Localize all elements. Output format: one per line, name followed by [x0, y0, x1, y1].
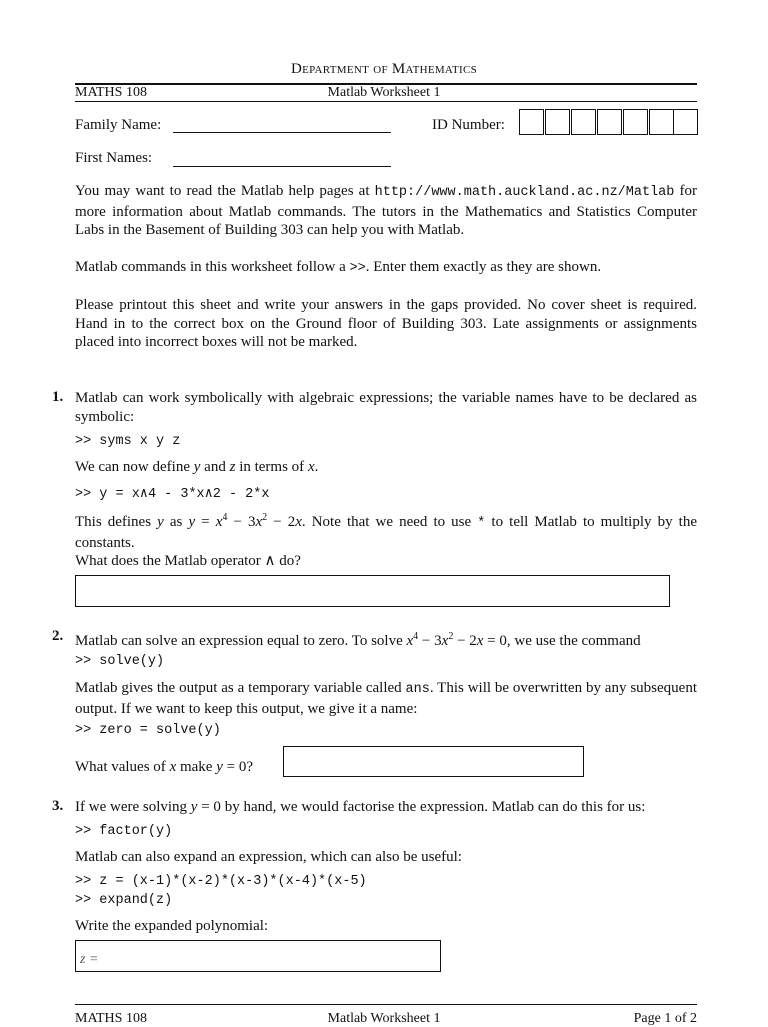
intro-p1-text-rest: for more information about Matlab commands. The tutors in the Mathematics and Statistics Computer Labs in the Basement of Building 303 can help you with Matlab. — [75, 183, 697, 238]
id-cell-5[interactable] — [623, 109, 648, 135]
q2-number: 2. — [52, 628, 64, 644]
q3-question: Write the expanded polynomial: — [75, 918, 269, 934]
q2-command-zero: >> zero = solve(y) — [75, 723, 221, 738]
q2-question: What values of x make y = 0? — [75, 759, 254, 775]
id-cell-4[interactable] — [597, 109, 622, 135]
q2-command-solve: >> solve(y) — [75, 654, 165, 669]
q3-answer-box[interactable] — [75, 940, 441, 972]
intro-p2-text: Matlab commands in this worksheet follow a — [75, 259, 350, 275]
intro-p1-text: You may want to read the Matlab help pages at — [75, 183, 375, 199]
family-name-field[interactable] — [173, 118, 391, 133]
q3-command-factor: >> factor(y) — [75, 824, 173, 839]
q2-answer-box[interactable] — [283, 746, 584, 777]
q3-text-expand: Matlab can also expand an expression, which can also be useful: — [75, 849, 462, 865]
id-cell-1[interactable] — [519, 109, 544, 135]
q1-text-explain: This defines y as $y = x^4 - 3x^2 - 2x$. Note that we need to use * to tell Matlab to multiply by the constants. — [75, 512, 697, 551]
first-names-field[interactable] — [173, 151, 391, 167]
q3-text: If we were solving y = 0 by hand, we would factorise the expression. Matlab can do this for us: — [75, 799, 646, 815]
q3-command-expand: >> expand(z) — [75, 893, 173, 908]
q3-number: 3. — [52, 798, 64, 814]
footer-course: MATHS 108 — [75, 1011, 147, 1026]
q1-text: Matlab can work symbolically with algebraic expressions; the variable names have to be declared as symbolic: — [75, 390, 697, 425]
q3-command-define-z: >> z = (x-1)*(x-2)*(x-3)*(x-4)*(x-5) — [75, 874, 367, 889]
q2-text-output: Matlab gives the output as a temporary variable called ans. This will be overwritten by any subsequent output. If we want to keep this output, we give it a name: — [75, 680, 697, 717]
footer-worksheet: Matlab Worksheet 1 — [327, 1011, 441, 1026]
family-name-label: Family Name: — [75, 117, 162, 133]
matlab-help-link[interactable]: http://www.math.auckland.ac.nz/Matlab — [374, 185, 675, 200]
id-cell-3[interactable] — [571, 109, 596, 135]
id-number-label: ID Number: — [432, 117, 505, 133]
q2-text: Matlab can solve an expression equal to zero. To solve $x^4 - 3x^2 - 2x = 0$, we use the command — [75, 631, 641, 649]
department-title: Department of Mathematics — [290, 61, 477, 77]
q1-question: What does the Matlab operator ∧ do? — [75, 553, 301, 569]
q1-answer-box[interactable] — [75, 575, 670, 607]
first-names-label: First Names: — [75, 150, 153, 166]
intro-paragraph-3: Please printout this sheet and write your answers in the gaps provided. No cover sheet is required. Hand in to the correct box on the Ground floor of Building 303. Late assignments or assignments placed into incorrect boxes will not be marked. — [75, 297, 697, 350]
id-cell-7[interactable] — [673, 109, 698, 135]
intro-paragraph-2 — [75, 258, 697, 279]
intro-paragraph-1 — [75, 182, 697, 240]
q1-command-syms: >> syms x y z — [75, 434, 181, 449]
header-worksheet: Matlab Worksheet 1 — [327, 85, 441, 100]
id-cell-2[interactable] — [545, 109, 570, 135]
q1-text-define: We can now define y and z in terms of x. — [75, 459, 319, 475]
intro-p2-text-rest: . Enter them exactly as they are shown. — [365, 259, 602, 275]
q3-answer-prefix: z = — [80, 952, 99, 967]
q1-number: 1. — [52, 389, 64, 405]
id-cell-6[interactable] — [649, 109, 674, 135]
q1-command-define-y: >> y = x∧4 - 3*x∧2 - 2*x — [75, 487, 270, 502]
header-rule-bottom — [75, 101, 697, 102]
header-course: MATHS 108 — [75, 85, 147, 100]
footer-page-number: Page 1 of 2 — [633, 1011, 697, 1026]
prompt-symbol: >> — [349, 261, 366, 276]
footer-rule — [75, 1004, 697, 1005]
